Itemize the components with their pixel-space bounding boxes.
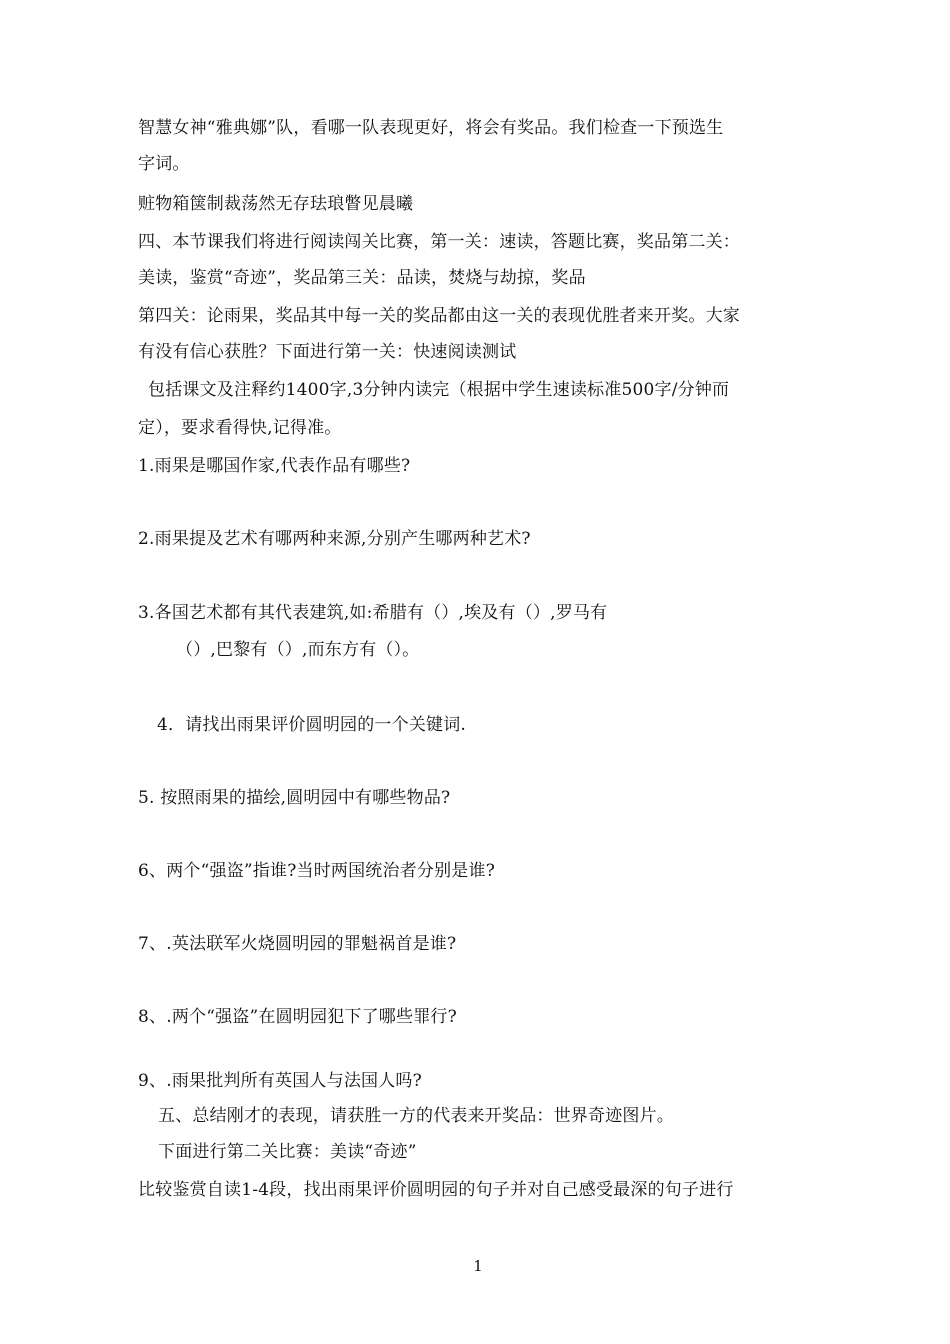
text-line-6: 第四关：论雨果，奖品其中每一关的奖品都由这一关的表现优胜者来开奖。大家 xyxy=(138,306,740,326)
question-1: 1.雨果是哪国作家,代表作品有哪些? xyxy=(138,456,411,476)
text-line-7: 有没有信心获胜？下面进行第一关：快速阅读测试 xyxy=(138,342,517,362)
question-3: 3.各国艺术都有其代表建筑,如:希腊有（）,埃及有（）,罗马有 xyxy=(138,603,608,623)
question-9: 9、.雨果批判所有英国人与法国人吗? xyxy=(138,1071,422,1091)
text-line-section-5: 五、总结刚才的表现，请获胜一方的代表来开奖品：世界奇迹图片。 xyxy=(158,1106,674,1126)
text-line-second-round: 下面进行第二关比赛：美读“奇迹” xyxy=(158,1142,417,1162)
text-line-9: 定），要求看得快,记得准。 xyxy=(138,418,342,438)
question-5: 5. 按照雨果的描绘,圆明园中有哪些物品? xyxy=(138,788,451,808)
question-8: 8、.两个“强盗”在圆明园犯下了哪些罪行? xyxy=(138,1007,457,1027)
text-line-8: 包括课文及注释约1400字,3分钟内读完（根据中学生速读标准500字/分钟而 xyxy=(148,380,730,400)
text-line-last: 比较鉴赏自读1-4段，找出雨果评价圆明园的句子并对自己感受最深的句子进行 xyxy=(138,1180,734,1200)
question-3-continued: （）,巴黎有（）,而东方有（）。 xyxy=(176,640,420,660)
page-number: 1 xyxy=(473,1257,483,1275)
text-line-1: 智慧女神“雅典娜”队，看哪一队表现更好，将会有奖品。我们检查一下预选生 xyxy=(138,118,724,138)
text-line-2: 字词。 xyxy=(138,154,190,174)
text-line-4: 四、本节课我们将进行阅读闯关比赛，第一关：速读，答题比赛，奖品第二关： xyxy=(138,232,740,252)
question-7: 7、.英法联军火烧圆明园的罪魁祸首是谁? xyxy=(138,934,457,954)
text-line-3: 赃物箱箧制裁荡然无存珐琅瞥见晨曦 xyxy=(138,194,414,214)
text-line-5: 美读，鉴赏“奇迹”，奖品第三关：品读，焚烧与劫掠，奖品 xyxy=(138,268,586,288)
question-4: 4．请找出雨果评价圆明园的一个关键词. xyxy=(157,715,467,735)
question-6: 6、两个“强盗”指谁?当时两国统治者分别是谁? xyxy=(138,861,496,881)
question-2: 2.雨果提及艺术有哪两种来源,分别产生哪两种艺术? xyxy=(138,529,531,549)
